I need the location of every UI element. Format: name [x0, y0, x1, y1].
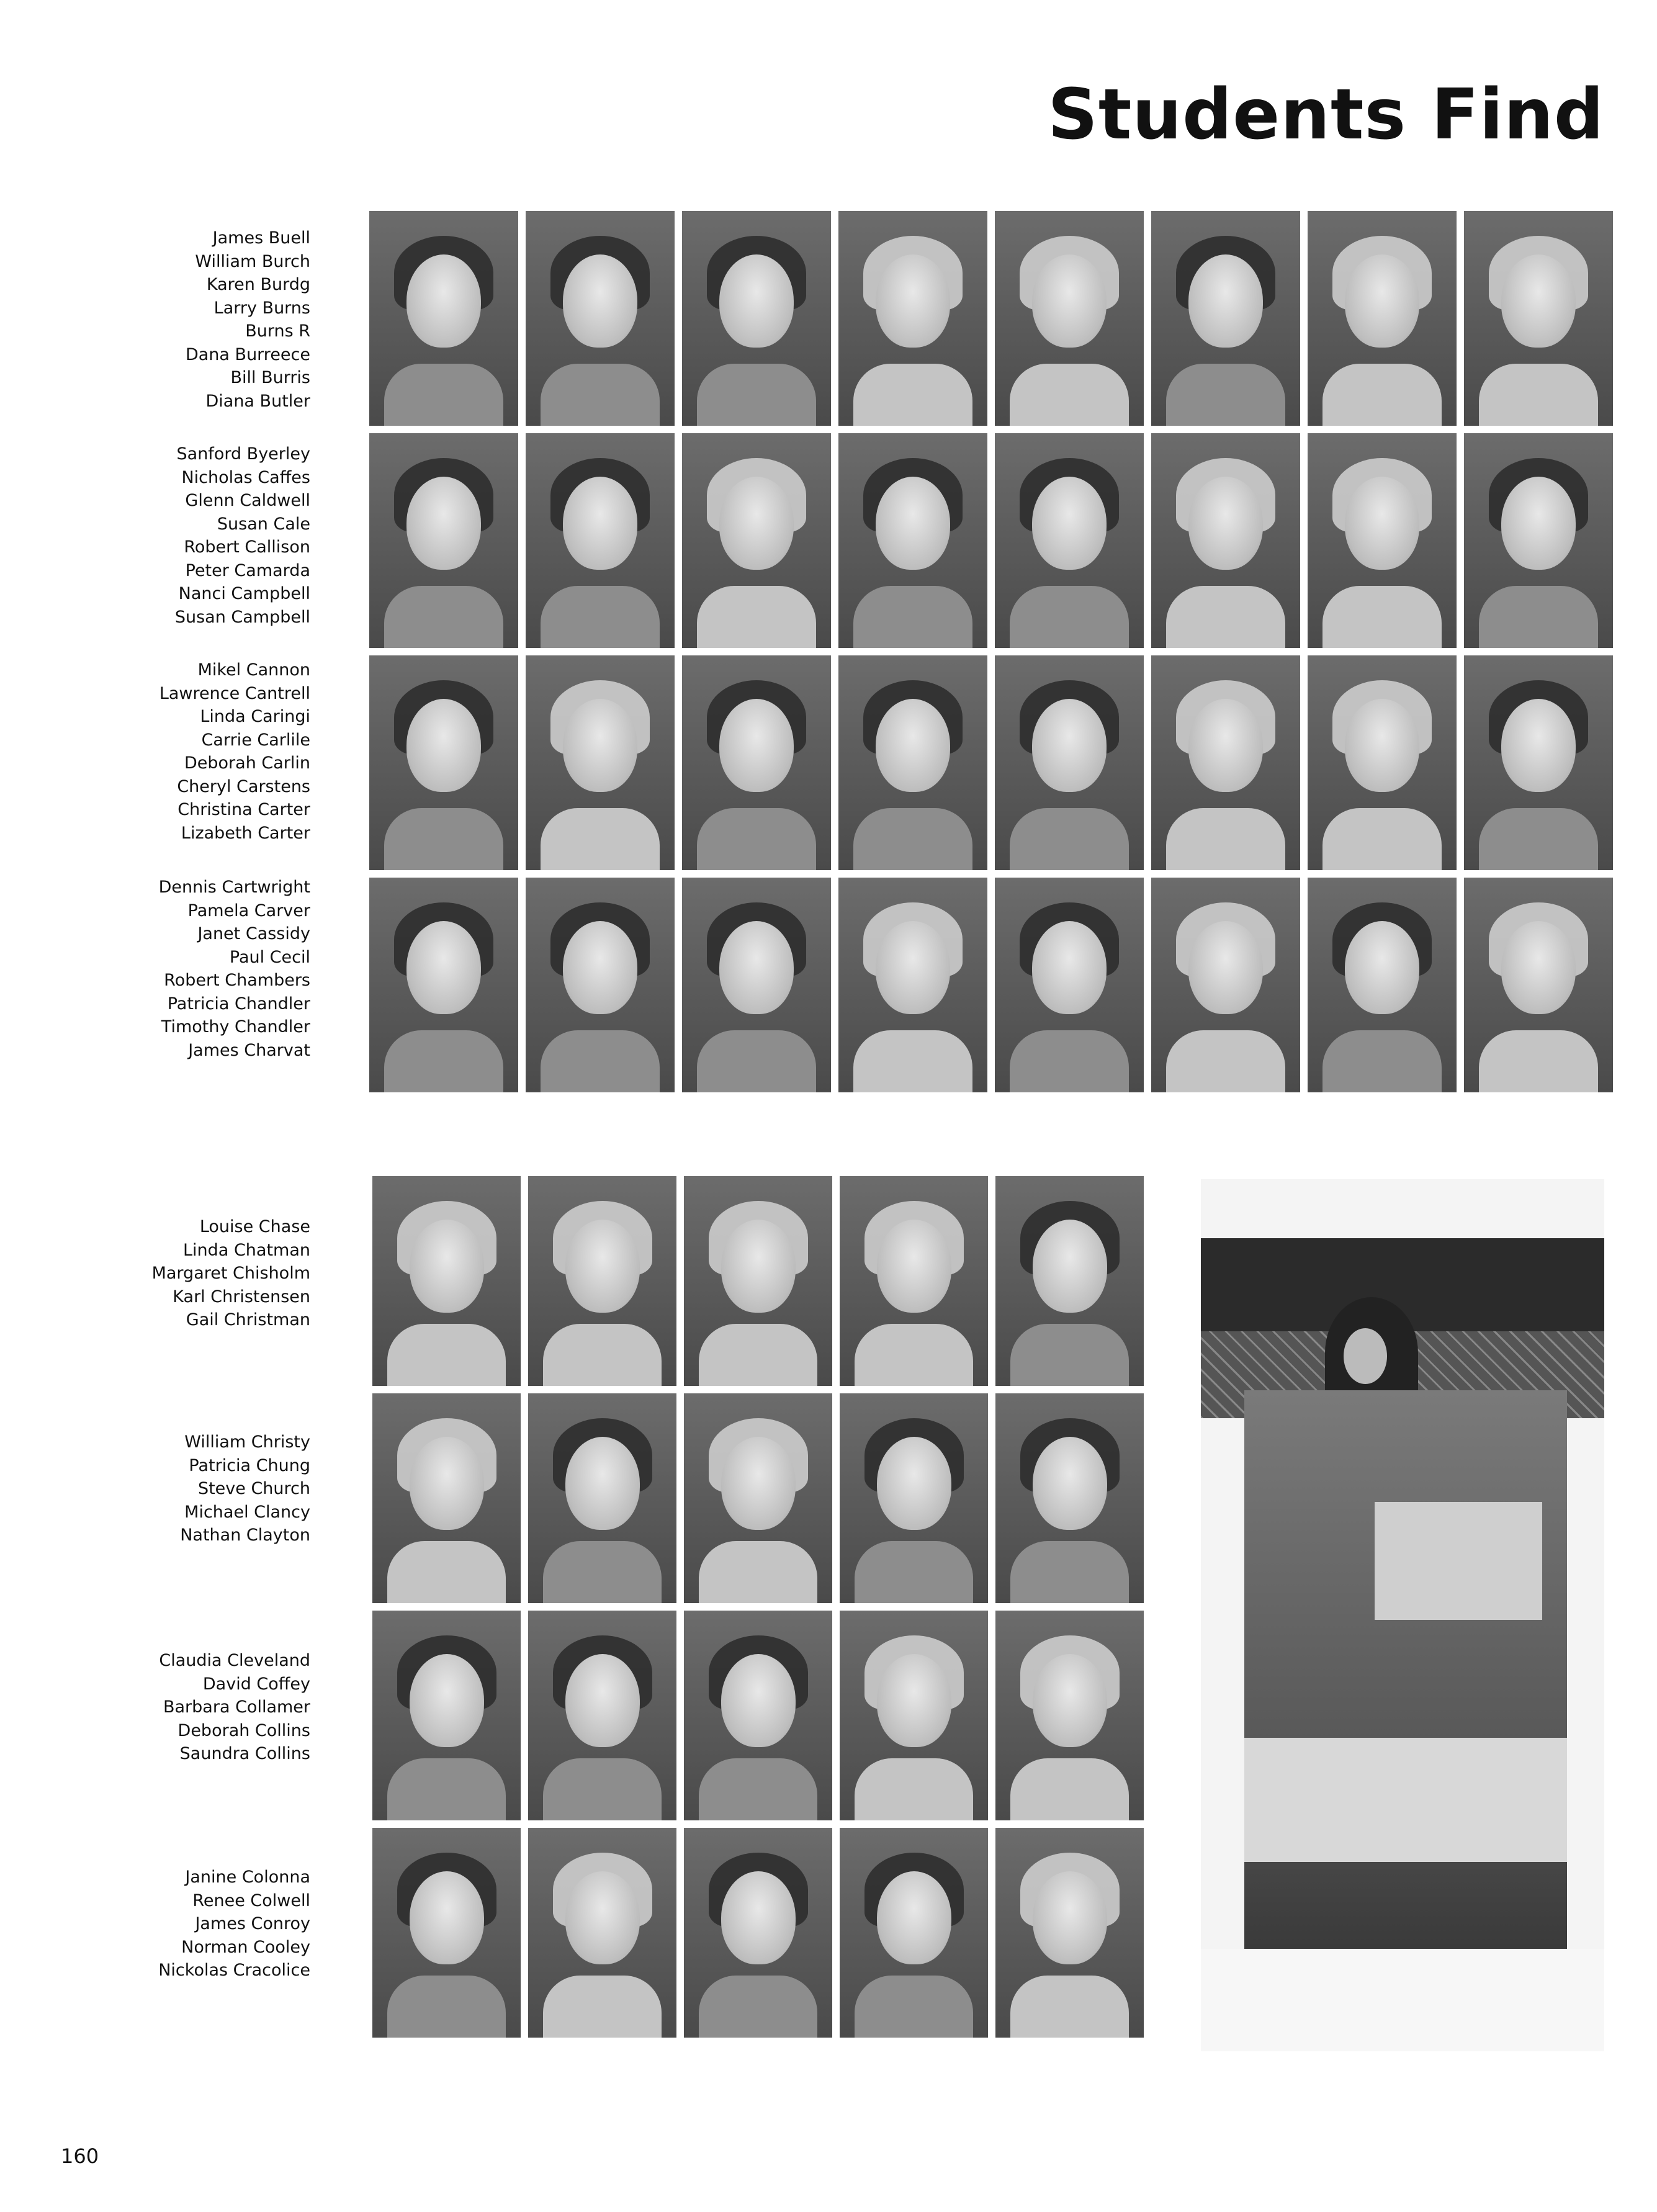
portrait-photo	[840, 1828, 988, 2038]
student-name: William Christy	[184, 1432, 310, 1452]
candid-photo-dumpster	[1201, 1179, 1604, 2051]
portrait-photo	[995, 1393, 1144, 1603]
portrait-photo	[995, 211, 1144, 426]
student-name: Patricia Chung	[189, 1455, 310, 1475]
ground	[1201, 1949, 1604, 2051]
names-row-5	[152, 1215, 310, 1332]
student-name: Robert Chambers	[164, 971, 310, 990]
portrait-photo	[840, 1393, 988, 1603]
dumpster	[1244, 1390, 1567, 1949]
portrait-photo	[840, 1611, 988, 1820]
student-name: Larry Burns	[213, 298, 310, 318]
student-name: Norman Cooley	[181, 1937, 310, 1957]
portrait-photo	[682, 878, 831, 1092]
student-name: Sanford Byerley	[176, 444, 310, 464]
names-row-2	[175, 443, 310, 629]
portrait-photo	[526, 878, 675, 1092]
portrait-photo	[1151, 878, 1300, 1092]
portrait-photo	[995, 655, 1144, 870]
student-name: Karen Burdg	[206, 275, 310, 294]
student-name: Barbara Collamer	[163, 1697, 310, 1717]
names-row-6	[180, 1431, 310, 1547]
portrait-photo	[1464, 655, 1613, 870]
student-name: Timothy Chandler	[161, 1017, 310, 1036]
student-name: Michael Clancy	[184, 1502, 310, 1522]
portrait-photo	[1464, 211, 1613, 426]
portrait-photo	[995, 1176, 1144, 1386]
student-name: James Charvat	[188, 1040, 310, 1060]
portrait-photo	[1308, 433, 1457, 648]
dumpster-stripe	[1244, 1738, 1567, 1862]
student-name: Lawrence Cantrell	[159, 683, 310, 703]
student-name: James Buell	[212, 228, 310, 248]
student-name: Lizabeth Carter	[181, 823, 310, 843]
student-name: Renee Colwell	[192, 1891, 310, 1910]
student-name: Nanci Campbell	[178, 584, 310, 603]
portrait-photo	[838, 655, 987, 870]
student-name: Linda Chatman	[183, 1240, 310, 1260]
portrait-photo	[528, 1828, 676, 2038]
student-name: Linda Caringi	[200, 707, 310, 726]
portrait-photo	[995, 878, 1144, 1092]
portrait-grid-bottom	[372, 1176, 1142, 2038]
dumpster-sign	[1375, 1502, 1542, 1620]
student-name: Burns R	[245, 321, 310, 341]
student-name: Carrie Carlile	[201, 730, 310, 750]
student-name: Nicholas Caffes	[181, 467, 310, 487]
portrait-photo	[1151, 433, 1300, 648]
portrait-photo	[1308, 211, 1457, 426]
student-name: Karl Christensen	[173, 1287, 310, 1306]
student-name: Gail Christman	[186, 1310, 310, 1329]
portrait-photo	[840, 1176, 988, 1386]
student-name: Bill Burris	[230, 368, 310, 387]
names-row-4	[159, 876, 310, 1062]
student-name: Glenn Caldwell	[185, 491, 310, 510]
portrait-photo	[528, 1176, 676, 1386]
names-row-8	[158, 1866, 310, 1982]
student-name: Steve Church	[197, 1479, 310, 1498]
student-name: Christina Carter	[177, 800, 310, 819]
student-name: Dana Burreece	[185, 344, 310, 364]
portrait-photo	[682, 433, 831, 648]
names-row-7	[159, 1649, 310, 1766]
student-name: Deborah Carlin	[184, 753, 310, 773]
names-row-3	[159, 659, 310, 845]
portrait-photo	[528, 1393, 676, 1603]
portrait-photo	[1464, 878, 1613, 1092]
portrait-photo	[838, 433, 987, 648]
page-number: 160	[61, 2144, 99, 2168]
student-name: Louise Chase	[199, 1217, 310, 1236]
student-name: Margaret Chisholm	[151, 1264, 310, 1283]
portrait-photo	[682, 655, 831, 870]
student-name: Paul Cecil	[229, 947, 310, 967]
portrait-photo	[372, 1828, 521, 2038]
student-name: Janine Colonna	[185, 1868, 310, 1887]
student-face	[1344, 1328, 1387, 1384]
portrait-photo	[526, 655, 675, 870]
portrait-photo	[526, 211, 675, 426]
portrait-photo	[528, 1611, 676, 1820]
portrait-photo	[1464, 433, 1613, 648]
student-name: Patricia Chandler	[167, 994, 310, 1014]
student-name: Saundra Collins	[179, 1744, 310, 1763]
names-row-1	[186, 227, 310, 413]
portrait-photo	[684, 1611, 832, 1820]
portrait-photo	[1308, 655, 1457, 870]
portrait-photo	[1151, 655, 1300, 870]
student-name: Dennis Cartwright	[158, 878, 310, 897]
portrait-grid-top	[369, 211, 1603, 1092]
portrait-photo	[995, 433, 1144, 648]
portrait-photo	[682, 211, 831, 426]
student-name: James Conroy	[195, 1914, 310, 1933]
portrait-photo	[684, 1393, 832, 1603]
student-name: Cheryl Carstens	[177, 776, 310, 796]
student-name: Nickolas Cracolice	[158, 1961, 310, 1980]
student-name: Diana Butler	[205, 391, 310, 411]
portrait-photo	[838, 878, 987, 1092]
portrait-photo	[838, 211, 987, 426]
student-name: Janet Cassidy	[197, 924, 310, 943]
student-name: Susan Cale	[217, 514, 310, 534]
portrait-photo	[369, 211, 518, 426]
portrait-photo	[995, 1611, 1144, 1820]
student-name: Pamela Carver	[187, 901, 310, 920]
portrait-photo	[684, 1176, 832, 1386]
student-name: Robert Callison	[184, 537, 310, 557]
portrait-photo	[372, 1611, 521, 1820]
student-name: David Coffey	[202, 1674, 310, 1694]
portrait-photo	[369, 655, 518, 870]
student-name: Mikel Cannon	[197, 660, 310, 680]
student-name: Peter Camarda	[185, 560, 310, 580]
portrait-photo	[369, 433, 518, 648]
portrait-photo	[1151, 211, 1300, 426]
student-name: Nathan Clayton	[180, 1526, 310, 1545]
portrait-photo	[684, 1828, 832, 2038]
portrait-photo	[526, 433, 675, 648]
portrait-photo	[369, 878, 518, 1092]
portrait-photo	[1308, 878, 1457, 1092]
portrait-photo	[372, 1176, 521, 1386]
student-name: Claudia Cleveland	[159, 1651, 310, 1670]
page-title: Students Find	[1048, 74, 1604, 155]
student-name: William Burch	[195, 251, 310, 271]
portrait-photo	[995, 1828, 1144, 2038]
student-name: Deborah Collins	[177, 1720, 310, 1740]
portrait-photo	[372, 1393, 521, 1603]
student-name: Susan Campbell	[174, 607, 310, 627]
